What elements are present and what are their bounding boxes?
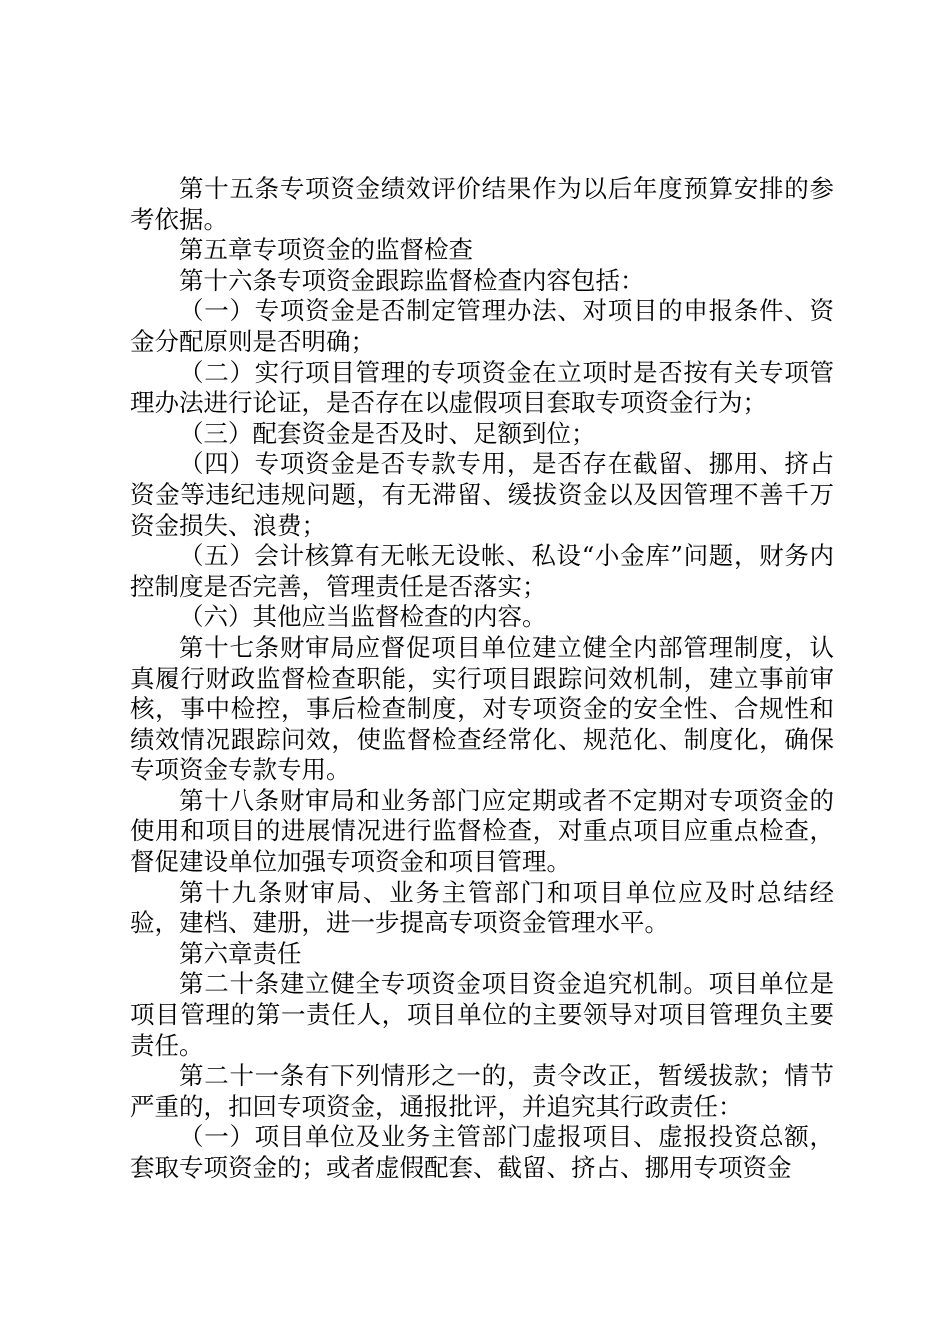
article-16-item-3: （三）配套资金是否及时、足额到位； xyxy=(179,418,596,448)
article-16-item-2: （二）实行项目管理的专项资金在立项时是否按有关专项管理办法进行论证，是否存在以虚假项目套取专项资金行为； xyxy=(130,357,834,418)
chapter-5-heading: 第五章专项资金的监督检查 xyxy=(179,235,473,265)
article-19-paragraph: 第十九条财审局、业务主管部门和项目单位应及时总结经验，建档、建册，进一步提高专项资金管理水平。 xyxy=(130,877,834,938)
article-16-item-5: （五）会计核算有无帐无设帐、私设“小金库”问题，财务内控制度是否完善，管理责任是否落实； xyxy=(130,541,834,601)
article-18-paragraph: 第十八条财审局和业务部门应定期或者不定期对专项资金的使用和项目的进展情况进行监督检查，对重点项目应重点检查，督促建设单位加强专项资金和项目管理。 xyxy=(130,785,834,877)
article-21-item-1: （一）项目单位及业务主管部门虚报项目、虚报投资总额，套取专项资金的；或者虚假配套、截留、挤占、挪用专项资金 xyxy=(130,1122,834,1182)
article-15-paragraph: 第十五条专项资金绩效评价结果作为以后年度预算安排的参考依据。 xyxy=(130,174,834,234)
article-16-item-1: （一）专项资金是否制定管理办法、对项目的申报条件、资金分配原则是否明确； xyxy=(130,296,834,356)
chapter-6-heading: 第六章责任 xyxy=(179,938,302,968)
article-21-paragraph: 第二十一条有下列情形之一的，责令改正，暂缓拔款；情节严重的，扣回专项资金，通报批评，并追究其行政责任： xyxy=(130,1061,834,1121)
document-body xyxy=(130,174,834,1184)
article-20-paragraph: 第二十条建立健全专项资金项目资金追究机制。项目单位是项目管理的第一责任人，项目单位的主要领导对项目管理负主要责任。 xyxy=(130,969,834,1060)
article-16-item-6: （六）其他应当监督检查的内容。 xyxy=(179,602,547,632)
article-17-paragraph: 第十七条财审局应督促项目单位建立健全内部管理制度，认真履行财政监督检查职能，实行项目跟踪问效机制，建立事前审核，事中检控，事后检查制度，对专项资金的安全性、合规性和绩效情况跟踪问效，使监督检查经常化、规范化、制度化，确保专项资金专款专用。 xyxy=(130,632,834,785)
article-16-item-4: （四）专项资金是否专款专用，是否存在截留、挪用、挤占资金等违纪违规问题，有无滞留、缓拔资金以及因管理不善千万资金损失、浪费； xyxy=(130,449,834,540)
article-16-paragraph: 第十六条专项资金跟踪监督检查内容包括： xyxy=(179,265,645,295)
